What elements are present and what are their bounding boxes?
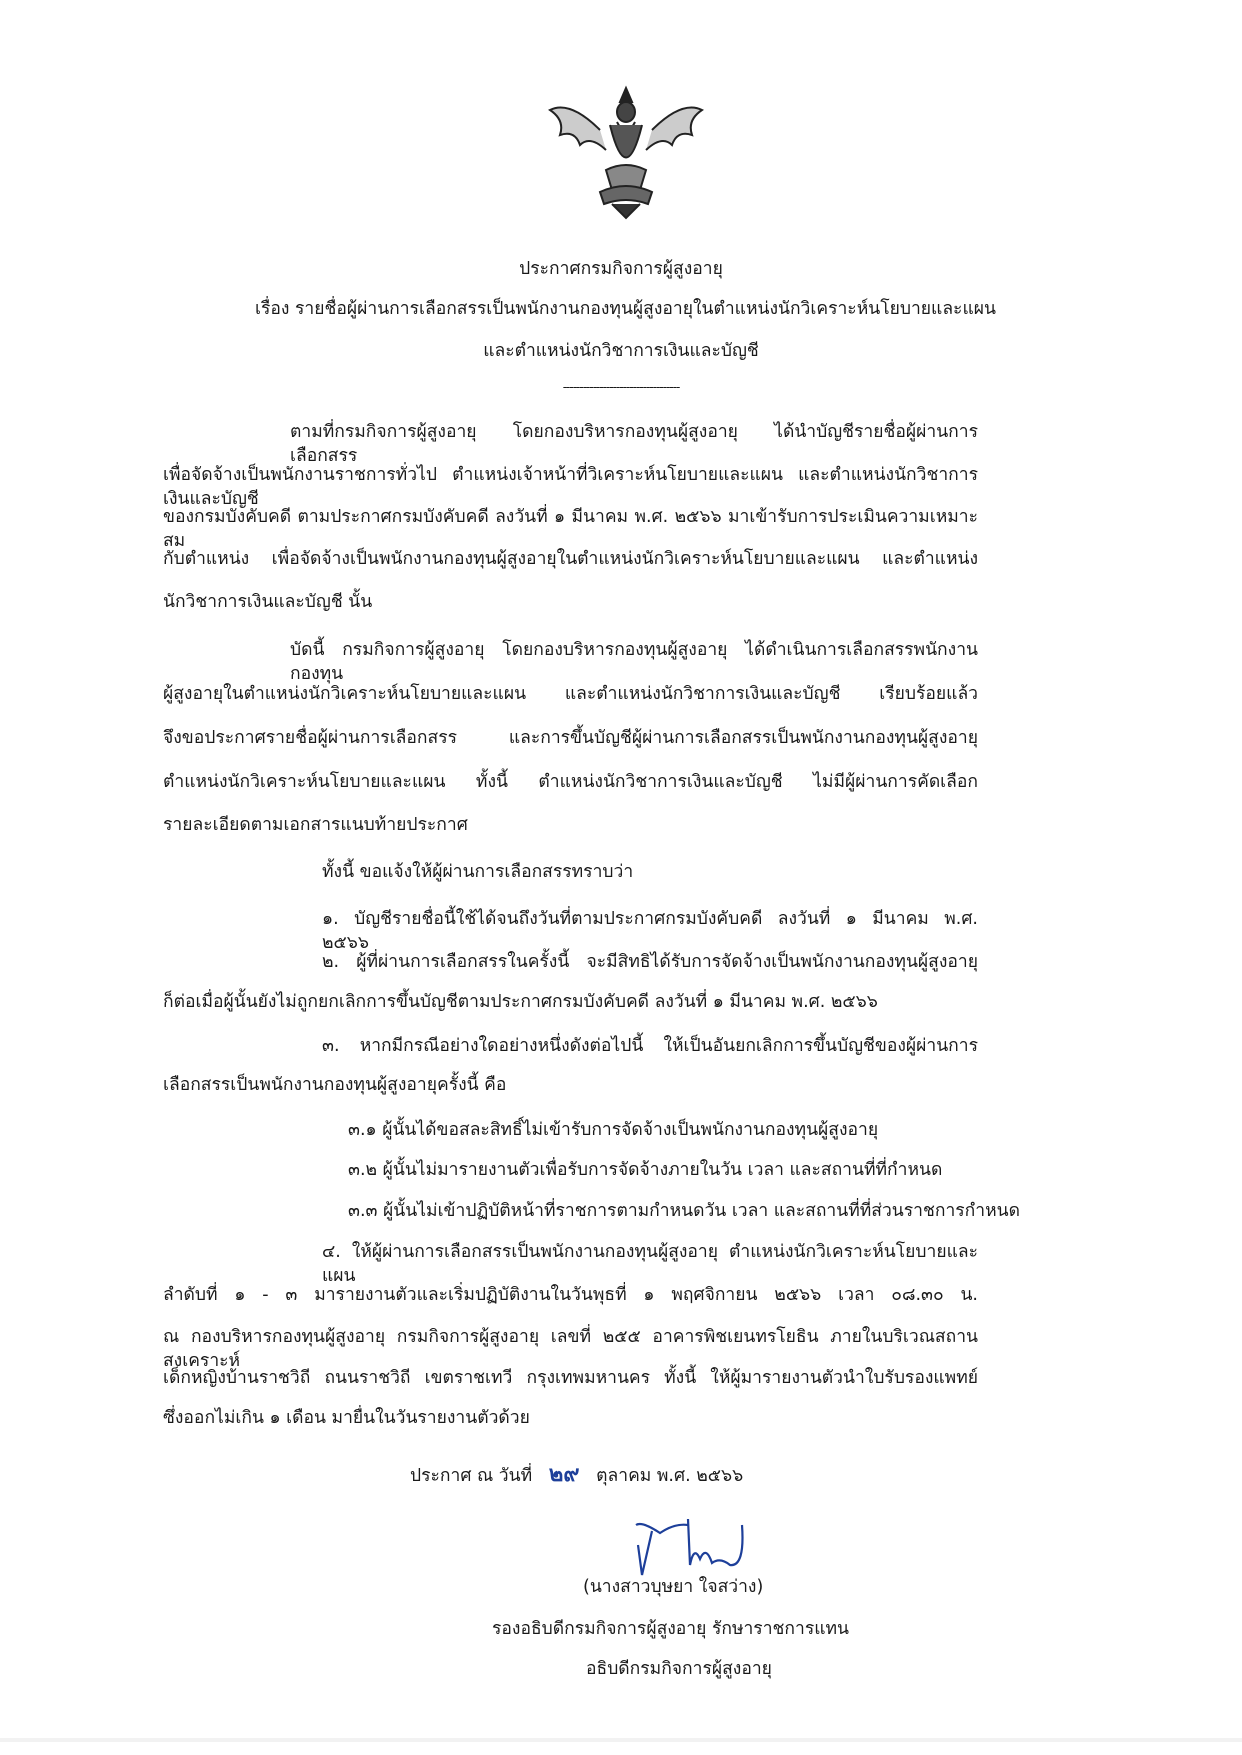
text-line: เพื่อจัดจ้างเป็นพนักงานราชการทั่วไป ตำแหน่งเจ้าหน้าที่วิเคราะห์นโยบายและแผน และตำแหน่งนักวิชาการเงินและบัญชี (163, 465, 978, 509)
sub-item-3-1: ๓.๑ ผู้นั้นได้ขอสละสิทธิ์ไม่เข้ารับการจัดจ้างเป็นพนักงานกองทุนผู้สูงอายุ (348, 1120, 879, 1140)
text-line: ผู้สูงอายุในตำแหน่งนักวิเคราะห์นโยบายและแผน และตำแหน่งนักวิชาการเงินและบัญชี เรียบร้อยแล้ว (163, 684, 978, 704)
text-line: นักวิชาการเงินและบัญชี นั้น (163, 592, 373, 612)
sub-item-3-2: ๓.๒ ผู้นั้นไม่มารายงานตัวเพื่อรับการจัดจ้างภายในวัน เวลา และสถานที่ที่กำหนด (348, 1160, 943, 1180)
date-suffix: ตุลาคม พ.ศ. ๒๕๖๖ (596, 1466, 744, 1486)
announcement-title: ประกาศกรมกิจการผู้สูงอายุ (519, 259, 723, 279)
garuda-emblem-icon (540, 80, 712, 220)
announcement-date (410, 1463, 743, 1488)
signatory-position-2: อธิบดีกรมกิจการผู้สูงอายุ (586, 1659, 772, 1679)
text-line: รายละเอียดตามเอกสารแนบท้ายประกาศ (163, 815, 468, 835)
sub-item-3-3: ๓.๓ ผู้นั้นไม่เข้าปฏิบัติหน้าที่ราชการตามกำหนดวัน เวลา และสถานที่ที่ส่วนราชการกำหนด (348, 1201, 1020, 1221)
divider: ----------------------------------- (562, 380, 680, 394)
notice-intro: ทั้งนี้ ขอแจ้งให้ผู้ผ่านการเลือกสรรทราบว่า (322, 862, 634, 882)
signatory-position-1: รองอธิบดีกรมกิจการผู้สูงอายุ รักษาราชการแทน (492, 1619, 850, 1639)
signatory-name: (นางสาวบุษยา ใจสว่าง) (583, 1577, 764, 1597)
text-line: เด็กหญิงบ้านราชวิถี ถนนราชวิถี เขตราชเทวี กรุงเทพมหานคร ทั้งนี้ ให้ผู้มารายงานตัวนำใบรับรองแพทย์ (163, 1368, 978, 1388)
list-item-2: ๒. ผู้ที่ผ่านการเลือกสรรในครั้งนี้ จะมีสิทธิได้รับการจัดจ้างเป็นพนักงานกองทุนผู้สูงอายุ (322, 952, 978, 972)
list-item-1: ๑. บัญชีรายชื่อนี้ใช้ได้จนถึงวันที่ตามประกาศกรมบังคับคดี ลงวันที่ ๑ มีนาคม พ.ศ. ๒๕๖๖ (322, 909, 978, 953)
text-line: ตามที่กรมกิจการผู้สูงอายุ โดยกองบริหารกองทุนผู้สูงอายุ ได้นำบัญชีรายชื่อผู้ผ่านการเลือกสรร (290, 422, 978, 466)
list-item-4: ๔. ให้ผู้ผ่านการเลือกสรรเป็นพนักงานกองทุนผู้สูงอายุ ตำแหน่งนักวิเคราะห์นโยบายและแผน (322, 1242, 978, 1286)
text-line: ตำแหน่งนักวิเคราะห์นโยบายและแผน ทั้งนี้ ตำแหน่งนักวิชาการเงินและบัญชี ไม่มีผู้ผ่านการคัดเลือก (163, 772, 978, 792)
list-item-2-cont: ก็ต่อเมื่อผู้นั้นยังไม่ถูกยกเลิกการขึ้นบัญชีตามประกาศกรมบังคับคดี ลงวันที่ ๑ มีนาคม พ.ศ. ๒๕๖๖ (163, 992, 878, 1012)
list-item-3-cont: เลือกสรรเป็นพนักงานกองทุนผู้สูงอายุครั้งนี้ คือ (163, 1075, 507, 1095)
date-day: ๒๙ (548, 1462, 580, 1487)
page-edge (0, 1738, 1242, 1742)
text-line: ซึ่งออกไม่เกิน ๑ เดือน มายื่นในวันรายงานตัวด้วย (163, 1408, 530, 1428)
text-line: ของกรมบังคับคดี ตามประกาศกรมบังคับคดี ลงวันที่ ๑ มีนาคม พ.ศ. ๒๕๖๖ มาเข้ารับการประเมินความเหมาะสม (163, 507, 978, 551)
text-line: กับตำแหน่ง เพื่อจัดจ้างเป็นพนักงานกองทุนผู้สูงอายุในตำแหน่งนักวิเคราะห์นโยบายและแผน และตำแหน่ง (163, 549, 978, 569)
text-line: จึงขอประกาศรายชื่อผู้ผ่านการเลือกสรร และการขึ้นบัญชีผู้ผ่านการเลือกสรรเป็นพนักงานกองทุนผู้สูงอายุ (163, 728, 978, 748)
date-prefix: ประกาศ ณ วันที่ (410, 1466, 533, 1486)
subject-line-1: เรื่อง รายชื่อผู้ผ่านการเลือกสรรเป็นพนักงานกองทุนผู้สูงอายุในตำแหน่งนักวิเคราะห์นโยบายและแผน (255, 299, 996, 319)
text-line: ลำดับที่ ๑ - ๓ มารายงานตัวและเริ่มปฏิบัติงานในวันพุธที่ ๑ พฤศจิกายน ๒๕๖๖ เวลา ๐๘.๓๐ น. (163, 1285, 978, 1305)
subject-line-2: และตำแหน่งนักวิชาการเงินและบัญชี (483, 341, 759, 361)
text-line: บัดนี้ กรมกิจการผู้สูงอายุ โดยกองบริหารกองทุนผู้สูงอายุ ได้ดำเนินการเลือกสรรพนักงานกองทุน (290, 640, 978, 684)
text-line: ณ กองบริหารกองทุนผู้สูงอายุ กรมกิจการผู้สูงอายุ เลขที่ ๒๕๕ อาคารพิชเยนทรโยธิน ภายในบริเวณสถานสงเคราะห์ (163, 1327, 978, 1371)
list-item-3: ๓. หากมีกรณีอย่างใดอย่างหนึ่งดังต่อไปนี้ ให้เป็นอันยกเลิกการขึ้นบัญชีของผู้ผ่านการ (322, 1036, 978, 1056)
